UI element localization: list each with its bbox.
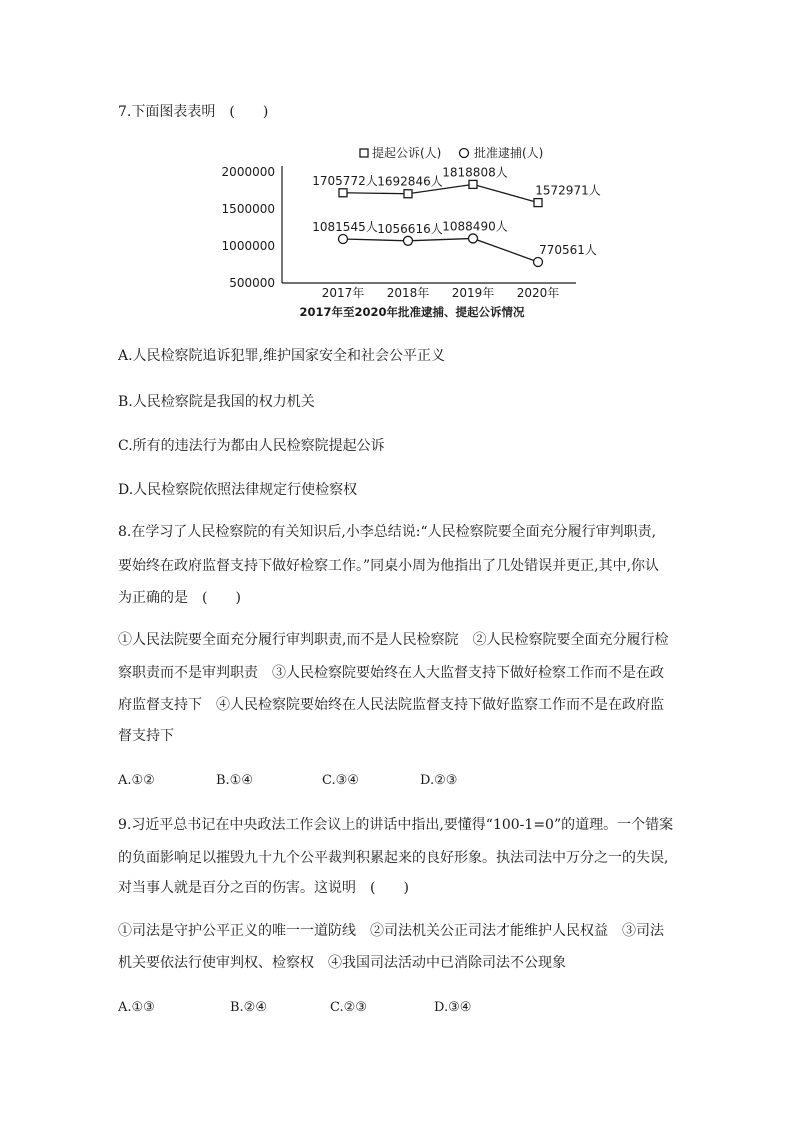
arrest-point <box>469 234 478 243</box>
q7-option-a[interactable]: A.人民检察院追诉犯罪,维护国家安全和社会公平正义 <box>118 348 446 364</box>
q8-option-c[interactable]: C.③④ <box>322 773 359 788</box>
q8-option-d[interactable]: D.②③ <box>420 773 458 788</box>
q8-stem-line: 为正确的是 ( ) <box>118 590 241 606</box>
q9-option-c[interactable]: C.②③ <box>330 1000 367 1015</box>
prosecution-data-label: 1818808人 <box>442 165 508 180</box>
prosecution-point <box>469 180 477 188</box>
q9-option-a[interactable]: A.①③ <box>118 1000 155 1015</box>
q8-statement-line: 察职责而不是审判职责 ③人民检察院要始终在人大监督支持下做好检察工作而不是在政 <box>118 665 664 681</box>
q9-statement-line: ①司法是守护公平正义的唯一一道防线 ②司法机关公正司法才能维护人民权益 ③司法 <box>118 923 664 939</box>
q8-statement-line: 府监督支持下 ④人民检察院要始终在人民法院监督支持下做好监察工作而不是在政府监 <box>118 697 664 713</box>
y-tick-label: 1000000 <box>221 239 275 253</box>
arrest-point <box>534 257 543 266</box>
q7-stem: 7.下面图表表明 ( ) <box>118 104 269 120</box>
arrest-data-label: 1081545人 <box>312 219 378 234</box>
q8-stem-line: 8.在学习了人民检察院的有关知识后,小李总结说:“人民检察院要全面充分履行审判职责, <box>118 524 657 540</box>
prosecution-point <box>404 190 412 198</box>
legend-circle-marker <box>460 149 469 158</box>
x-tick-label: 2018年 <box>386 286 430 300</box>
q8-statement-line: 督支持下 <box>118 728 174 744</box>
arrest-point <box>339 234 348 243</box>
legend-prosecution-label: 提起公诉(人) <box>372 146 442 160</box>
arrest-data-label: 1088490人 <box>442 219 508 234</box>
q7-option-b[interactable]: B.人民检察院是我国的权力机关 <box>118 394 315 410</box>
arrest-series-line <box>343 238 538 262</box>
q9-stem-line: 对当事人就是百分之百的伤害。这说明 ( ) <box>118 880 409 896</box>
q8-option-a[interactable]: A.①② <box>118 773 155 788</box>
q9-option-d[interactable]: D.③④ <box>434 1000 472 1015</box>
prosecution-data-label: 1705772人 <box>312 173 378 188</box>
x-tick-label: 2017年 <box>321 286 365 300</box>
prosecution-point <box>339 189 347 197</box>
chart-title: 2017年至2020年批准逮捕、提起公诉情况 <box>299 305 525 319</box>
q7-option-d[interactable]: D.人民检察院依照法律规定行使检察权 <box>118 482 358 498</box>
legend-arrest-label: 批准逮捕(人) <box>474 146 544 160</box>
arrest-data-label: 1056616人 <box>377 221 443 236</box>
arrest-prosecution-line-chart <box>212 140 601 325</box>
q8-stem-line: 要始终在政府监督支持下做好检察工作。”同桌小周为他指出了几处错误并更正,其中,你认 <box>118 558 660 574</box>
q8-option-b[interactable]: B.①④ <box>216 773 253 788</box>
prosecution-data-label: 1692846人 <box>377 174 443 189</box>
plot-area <box>312 165 600 266</box>
q9-option-b[interactable]: B.②④ <box>230 1000 267 1015</box>
prosecution-data-label: 1572971人 <box>535 183 601 198</box>
arrest-data-label: 770561人 <box>539 242 597 257</box>
q7-option-c[interactable]: C.所有的违法行为都由人民检察院提起公诉 <box>118 438 385 454</box>
q9-stem-line: 的负面影响足以摧毁九十九个公平裁判积累起来的良好形象。执法司法中万分之一的失误, <box>118 850 669 866</box>
legend-square-marker <box>360 149 368 157</box>
y-tick-label: 500000 <box>229 276 275 290</box>
q9-statement-line: 机关要依法行使审判权、检察权 ④我国司法活动中已消除司法不公现象 <box>118 955 566 971</box>
y-tick-label: 1500000 <box>221 202 275 216</box>
q8-statement-line: ①人民法院要全面充分履行审判职责,而不是人民检察院 ②人民检察院要全面充分履行检 <box>118 632 669 648</box>
q9-stem-line: 9.习近平总书记在中央政法工作会议上的讲话中指出,要懂得“100-1=0”的道理。一个错案 <box>118 817 674 833</box>
x-tick-label: 2020年 <box>516 286 560 300</box>
y-tick-label: 2000000 <box>221 165 275 179</box>
arrest-point <box>404 236 413 245</box>
prosecution-point <box>534 199 542 207</box>
x-tick-label: 2019年 <box>451 286 495 300</box>
legend <box>360 145 543 160</box>
